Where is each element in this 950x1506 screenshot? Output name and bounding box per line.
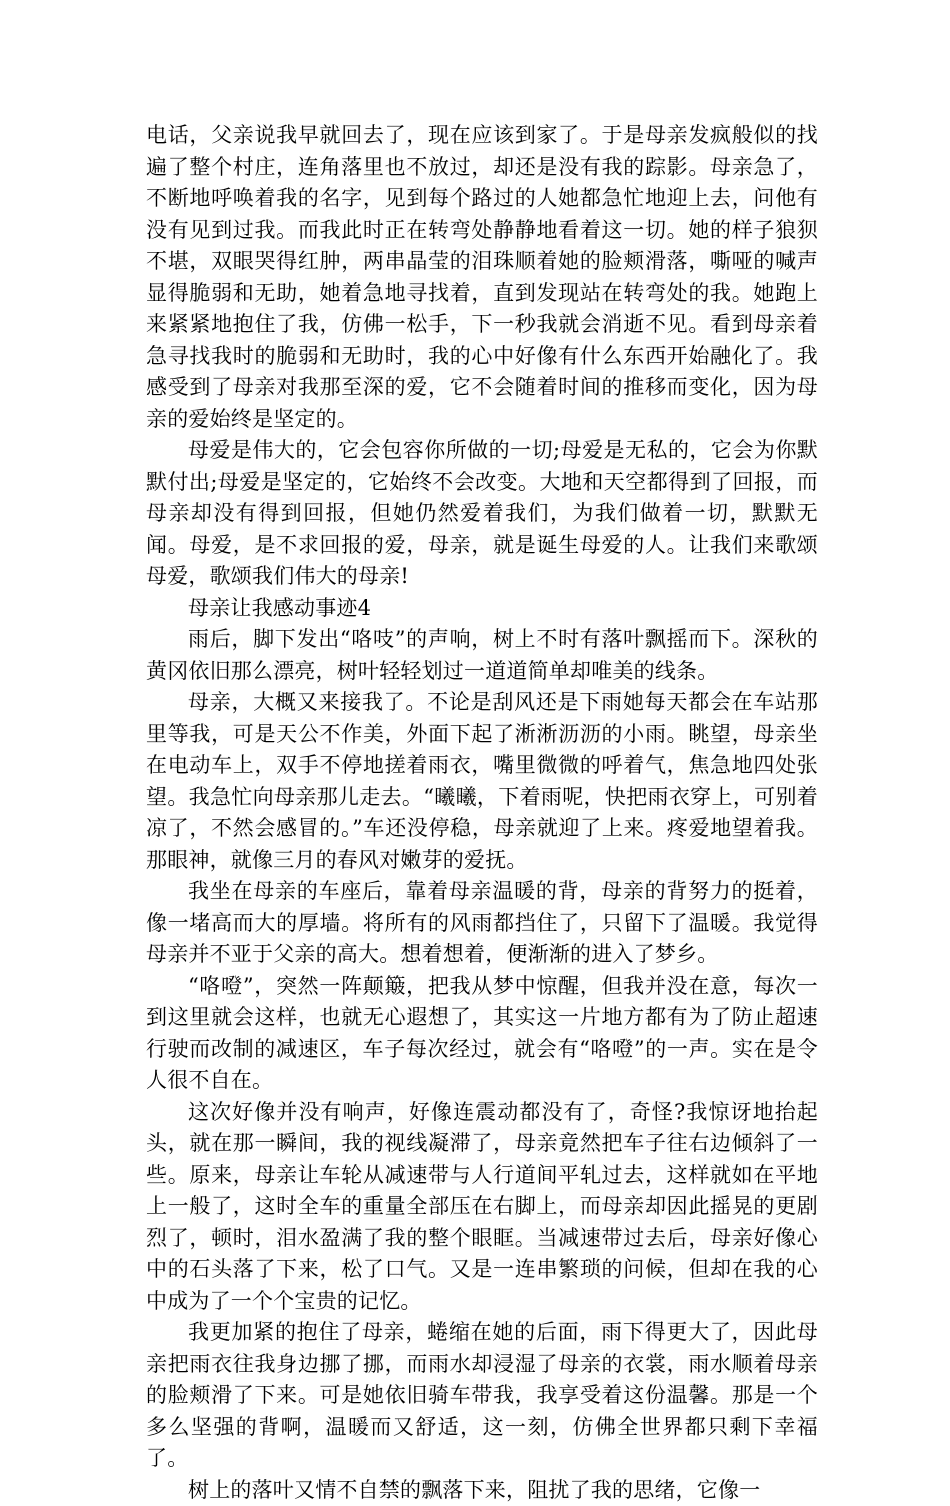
paragraph: 母爱是伟大的，它会包容你所做的一切;母爱是无私的，它会为你默默付出;母爱是坚定的，它始终不会改变。大地和天空都得到了回报，而母亲却没有得到回报，但她仍然爱着我们，为我们做着一切，默默无闻。母爱，是不求回报的爱，母亲，就是诞生母爱的人。让我们来歌颂母爱，歌颂我们伟大的母亲! xyxy=(146,435,818,593)
paragraph-truncated: 树上的落叶又情不自禁的飘落下来，阻扰了我的思绪，它像一 xyxy=(146,1475,818,1506)
paragraph: “咯噔”，突然一阵颠簸，把我从梦中惊醒，但我并没在意，每次一到这里就会这样，也就无心遐想了，其实这一片地方都有为了防止超速行驶而改制的减速区，车子每次经过，就会有“咯噔”的一声。实在是令人很不自在。 xyxy=(146,971,818,1097)
paragraph-continued: 电话，父亲说我早就回去了，现在应该到家了。于是母亲发疯般似的找遍了整个村庄，连角落里也不放过，却还是没有我的踪影。母亲急了，不断地呼唤着我的名字，见到每个路过的人她都急忙地迎上去，问他有没有见到过我。而我此时正在转弯处静静地看着这一切。她的样子狼狈不堪，双眼哭得红肿，两串晶莹的泪珠顺着她的脸颊滑落，嘶哑的喊声显得脆弱和无助，她着急地寻找着，直到发现站在转弯处的我。她跑上来紧紧地抱住了我，仿佛一松手，下一秒我就会消逝不见。看到母亲着急寻找我时的脆弱和无助时，我的心中好像有什么东西开始融化了。我感受到了母亲对我那至深的爱，它不会随着时间的推移而变化，因为母亲的爱始终是坚定的。 xyxy=(146,120,818,435)
section-heading: 母亲让我感动事迹4 xyxy=(146,593,818,625)
paragraph: 我更加紧的抱住了母亲，蜷缩在她的后面，雨下得更大了，因此母亲把雨衣往我身边挪了挪，而雨水却浸湿了母亲的衣裳，雨水顺着母亲的脸颊滑了下来。可是她依旧骑车带我，我享受着这份温馨。那是一个多么坚强的背啊，温暖而又舒适，这一刻，仿佛全世界都只剩下幸福了。 xyxy=(146,1317,818,1475)
paragraph: 这次好像并没有响声，好像连震动都没有了，奇怪?我惊讶地抬起头，就在那一瞬间，我的视线凝滞了，母亲竟然把车子往右边倾斜了一些。原来，母亲让车轮从减速带与人行道间平轧过去，这样就如在平地上一般了，这时全车的重量全部压在右脚上，而母亲却因此摇晃的更剧烈了，顿时，泪水盈满了我的整个眼眶。当减速带过去后，母亲好像心中的石头落了下来，松了口气。又是一连串繁琐的问候，但却在我的心中成为了一个个宝贵的记忆。 xyxy=(146,1097,818,1318)
document-body xyxy=(146,120,818,1506)
paragraph: 母亲，大概又来接我了。不论是刮风还是下雨她每天都会在车站那里等我，可是天公不作美，外面下起了淅淅沥沥的小雨。眺望，母亲坐在电动车上，双手不停地搓着雨衣，嘴里微微的呼着气，焦急地四处张望。我急忙向母亲那儿走去。“曦曦，下着雨呢，快把雨衣穿上，可别着凉了，不然会感冒的。”车还没停稳，母亲就迎了上来。疼爱地望着我。那眼神，就像三月的春风对嫩芽的爱抚。 xyxy=(146,687,818,876)
paragraph: 雨后，脚下发出“咯吱”的声响，树上不时有落叶飘摇而下。深秋的黄冈依旧那么漂亮，树叶轻轻划过一道道简单却唯美的线条。 xyxy=(146,624,818,687)
paragraph: 我坐在母亲的车座后，靠着母亲温暖的背，母亲的背努力的挺着，像一堵高而大的厚墙。将所有的风雨都挡住了，只留下了温暖。我觉得母亲并不亚于父亲的高大。想着想着，便渐渐的进入了梦乡。 xyxy=(146,876,818,971)
